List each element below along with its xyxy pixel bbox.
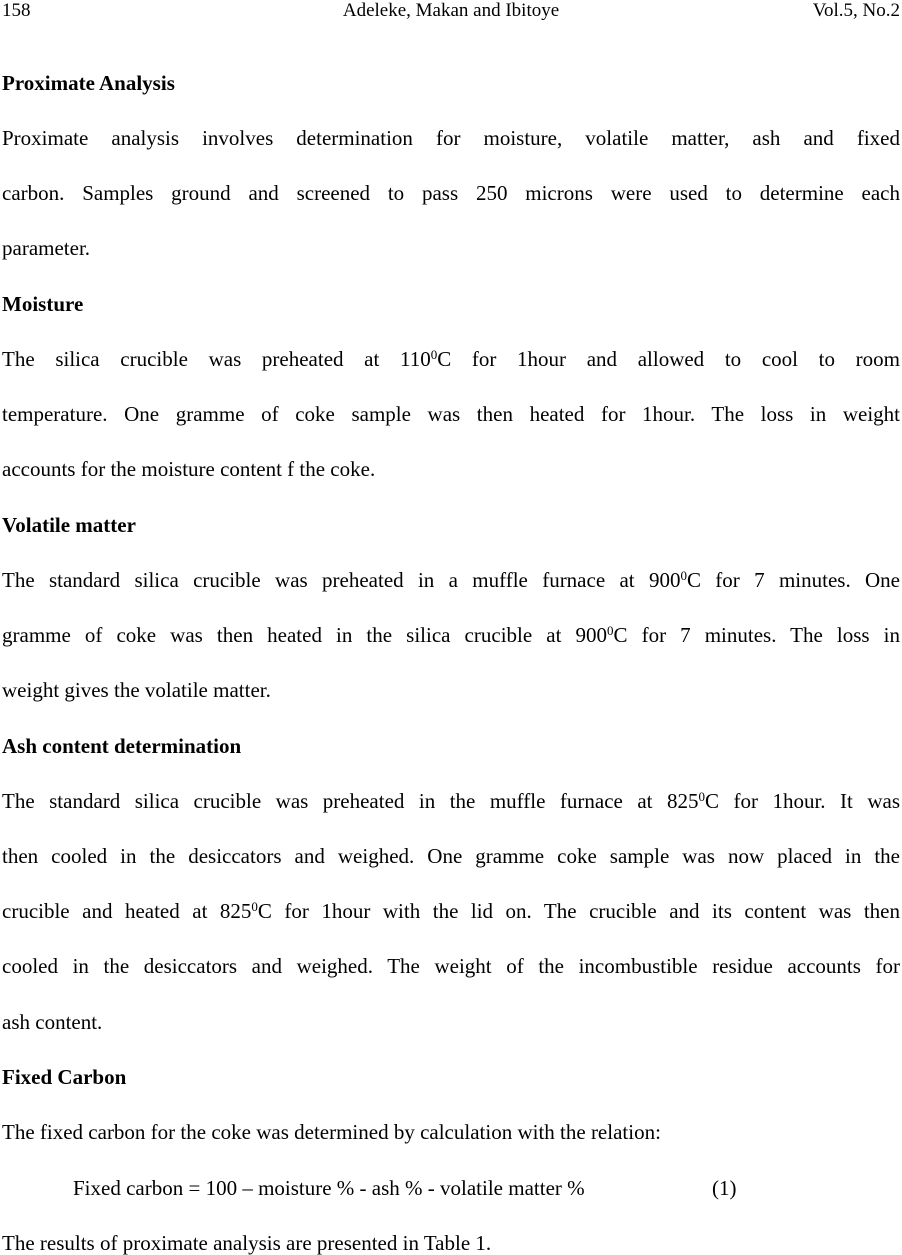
volatile-line-1 xyxy=(2,568,900,592)
paragraph-line xyxy=(2,899,900,923)
section-heading-volatile-matter: Volatile matter xyxy=(2,513,136,537)
text-fragment: gramme of coke was then heated in the silica crucible at 900 xyxy=(2,623,607,647)
paragraph-line xyxy=(2,568,900,592)
superscript-degree: 0 xyxy=(430,347,438,362)
paragraph-line xyxy=(2,181,900,205)
ash-line-5: ash content. xyxy=(2,1010,103,1034)
closing-sentence: The results of proximate analysis are presented in Table 1. xyxy=(2,1231,492,1255)
text-fragment: C for 7 minutes. The loss in xyxy=(613,623,900,647)
text-fragment: C for 1hour and allowed to cool to room xyxy=(437,347,900,371)
fixed-carbon-line-1: The fixed carbon for the coke was determined by calculation with the relation: xyxy=(2,1120,661,1144)
moisture-line-3: accounts for the moisture content f the coke. xyxy=(2,457,376,481)
paragraph-line xyxy=(2,347,900,371)
ash-line-2: then cooled in the desiccators and weighed. One gramme coke sample was now placed in the xyxy=(2,844,900,868)
text-fragment: The silica crucible was preheated at 110 xyxy=(2,347,431,371)
proximate-line-1: Proximate analysis involves determination for moisture, volatile matter, ash and fixed xyxy=(2,126,900,150)
paragraph-line xyxy=(2,954,900,978)
running-header xyxy=(2,0,900,24)
paragraph-line xyxy=(2,402,900,426)
moisture-line-2: temperature. One gramme of coke sample was then heated for 1hour. The loss in weight xyxy=(2,402,900,426)
volatile-line-3: weight gives the volatile matter. xyxy=(2,678,271,702)
superscript-degree: 0 xyxy=(607,623,614,638)
paragraph-line xyxy=(2,623,900,647)
running-title-authors: Adeleke, Makan and Ibitoye xyxy=(342,0,560,21)
page-number: 158 xyxy=(2,0,31,21)
paragraph-line xyxy=(2,844,900,868)
superscript-degree: 0 xyxy=(251,899,258,914)
section-heading-ash-content: Ash content determination xyxy=(2,734,242,758)
equation-fixed-carbon: Fixed carbon = 100 – moisture % - ash % - volatile matter % xyxy=(73,1176,585,1200)
section-heading-moisture: Moisture xyxy=(2,292,84,316)
text-fragment: C for 1hour with the lid on. The crucible and its content was then xyxy=(257,899,900,923)
text-fragment: The standard silica crucible was preheated in a muffle furnace at 900 xyxy=(2,568,681,592)
volatile-line-2 xyxy=(2,623,900,647)
equation-number: (1) xyxy=(712,1176,737,1200)
section-heading-proximate-analysis: Proximate Analysis xyxy=(2,71,175,95)
text-fragment: crucible and heated at 825 xyxy=(2,899,252,923)
proximate-line-3: parameter. xyxy=(2,236,91,260)
superscript-degree: 0 xyxy=(680,568,687,583)
ash-line-4: cooled in the desiccators and weighed. The weight of the incombustible residue accounts for xyxy=(2,954,900,978)
text-fragment: C for 7 minutes. One xyxy=(686,568,901,592)
ash-line-1 xyxy=(2,789,900,813)
ash-line-3 xyxy=(2,899,900,923)
text-fragment: The standard silica crucible was preheated in the muffle furnace at 825 xyxy=(2,789,699,813)
paragraph-line xyxy=(2,126,900,150)
paragraph-line xyxy=(2,789,900,813)
superscript-degree: 0 xyxy=(698,789,705,804)
section-heading-fixed-carbon: Fixed Carbon xyxy=(2,1065,127,1089)
volume-issue: Vol.5, No.2 xyxy=(812,0,900,21)
moisture-line-1 xyxy=(2,347,900,371)
proximate-line-2: carbon. Samples ground and screened to pass 250 microns were used to determine each xyxy=(2,181,900,205)
text-fragment: C for 1hour. It was xyxy=(705,789,900,813)
